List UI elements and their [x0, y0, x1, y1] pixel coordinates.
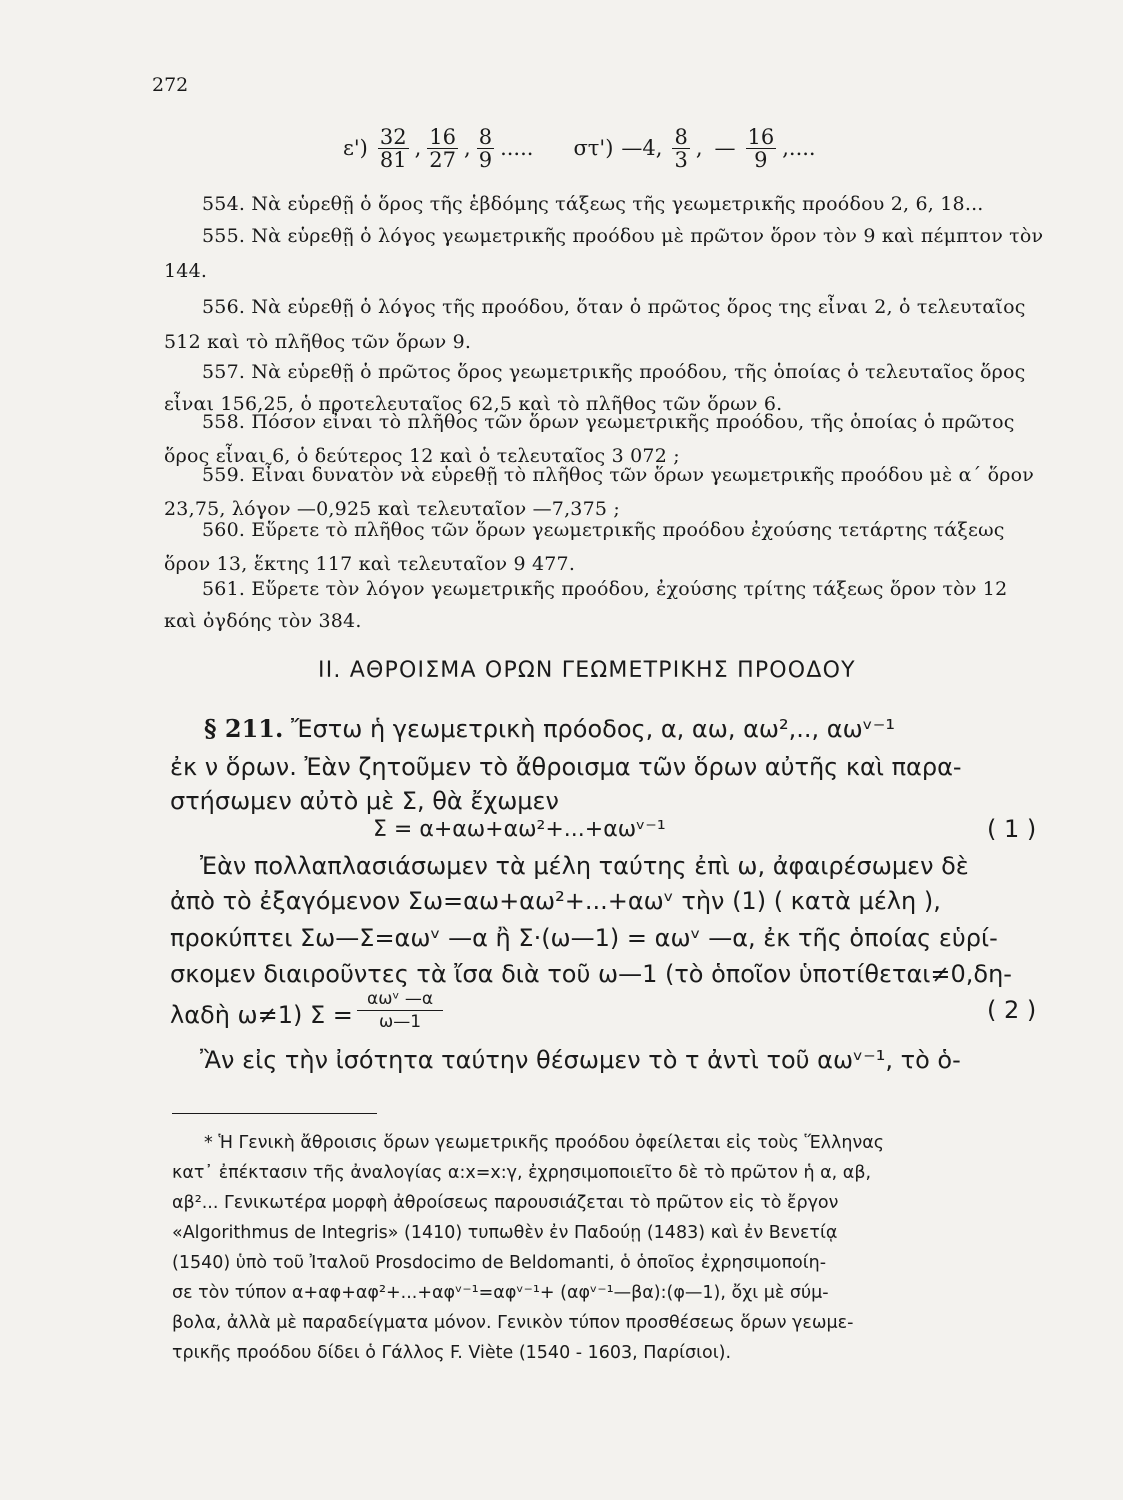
section-line-4: Ἐὰν πολλαπλασιάσωμεν τὰ μέλη ταύτης ἐπὶ ω, ἀφαιρέσωμεν δὲ — [200, 852, 969, 880]
exercise-560: 560. Εὕρετε τὸ πλῆθος τῶν ὅρων γεωμετρικῆς προόδου ἐχούσης τετάρτης τάξεως ὅρον 13, ἕκτης 117 καὶ τελευταῖον 9 477. — [164, 519, 1005, 575]
footnote-line: (1540) ὑπὸ τοῦ Ἰταλοῦ Prosdocimo de Beldomanti, ὁ ὁποῖος ἐχρησιμοποίη- — [172, 1253, 827, 1273]
equation-1-number: ( 1 ) — [987, 815, 1037, 843]
footnote-divider — [172, 1113, 377, 1114]
footnote-line: σε τὸν τύπον α+αφ+αφ²+...+αφᵛ⁻¹=αφᵛ⁻¹+ (αφᵛ⁻¹—βα):(φ—1), ὄχι μὲ σύμ- — [172, 1283, 829, 1303]
exercise-554: 554. Νὰ εὑρεθῇ ὁ ὅρος τῆς ἑβδόμης τάξεως τῆς γεωμετρικῆς προόδου 2, 6, 18... — [202, 193, 984, 215]
page-number: 272 — [152, 74, 189, 96]
ellipsis: ..... — [500, 136, 534, 160]
section-heading: ΙΙ. ΑΘΡΟΙΣΜΑ ΟΡΩΝ ΓΕΩΜΕΤΡΙΚΗΣ ΠΡΟΟΔΟΥ — [318, 658, 856, 683]
label-st: στ') — [573, 136, 614, 160]
section-line-9: Ἂν εἰς τὴν ἰσότητα ταύτην θέσωμεν τὸ τ ἀντὶ τοῦ αωᵛ⁻¹, τὸ ὁ- — [200, 1046, 961, 1074]
section-line-8: λαδὴ ω≠1) Σ = — [170, 1001, 353, 1029]
minus: — — [714, 136, 736, 160]
fraction: $\frac{16}{27}$ — [429, 124, 457, 172]
exercise-559: 559. Εἶναι δυνατὸν νὰ εὑρεθῇ τὸ πλῆθος τῶν ὅρων γεωμετρικῆς προόδου μὲ α΄ ὅρον 23,75, λόγον —0,925 καὶ τελευταῖον —7,375 ; — [164, 464, 1034, 520]
section-line-6: προκύπτει Σω—Σ=αωᵛ —α ἢ Σ·(ω—1) = αωᵛ —α, ἐκ τῆς ὁποίας εὑρί- — [170, 924, 998, 952]
exercise-557: 557. Νὰ εὑρεθῇ ὁ πρῶτος ὅρος γεωμετρικῆς προόδου, τῆς ὁποίας ὁ τελευταῖος ὅρος εἶναι 156,25, ὁ προτελευταῖος 62,5 καὶ τὸ πλῆθος τῶν ὅρων 6. — [164, 361, 1026, 415]
fraction: $\frac{16}{9}$ — [747, 124, 775, 172]
section-line-1 — [204, 714, 1048, 744]
footnote-line: αβ²... Γενικωτέρα μορφὴ ἀθροίσεως παρουσιάζεται τὸ πρῶτον εἰς τὸ ἔργον — [172, 1193, 839, 1213]
equation-2-number: ( 2 ) — [987, 996, 1037, 1024]
section-line-5: ἀπὸ τὸ ἐξαγόμενον Σω=αω+αω²+...+αωᵛ τὴν (1) ( κατὰ μέλη ), — [170, 887, 941, 915]
section-line-7: σκομεν διαιροῦντες τὰ ἴσα διὰ τοῦ ω—1 (τὸ ὁποῖον ὑποτίθεται≠0,δη- — [170, 960, 1012, 988]
footnote-line: τρικῆς προόδου δίδει ὁ Γάλλος F. Viète (1540 - 1603, Παρίσιοι). — [172, 1343, 732, 1363]
footnote-line: «Algorithmus de Integris» (1410) τυπωθὲν ἐν Παδούῃ (1483) καὶ ἐν Βενετίᾳ — [172, 1223, 838, 1243]
fraction: $\frac{8}{9}$ — [478, 124, 493, 172]
paragraph-mark: § 211. — [204, 714, 284, 743]
exercise-558: 558. Πόσον εἶναι τὸ πλῆθος τῶν ὅρων γεωμετρικῆς προόδου, τῆς ὁποίας ὁ πρῶτος ὅρος εἶναι 6, ὁ δεύτερος 12 καὶ ὁ τελευταῖος 3 072 ; — [164, 411, 1015, 467]
exercise-556: 556. Νὰ εὑρεθῇ ὁ λόγος τῆς προόδου, ὅταν ὁ πρῶτος ὅρος της εἶναι 2, ὁ τελευταῖος 512 καὶ τὸ πλῆθος τῶν ὅρων 9. — [164, 296, 1026, 353]
footnote-line: * Ἡ Γενικὴ ἄθροισις ὅρων γεωμετρικῆς προόδου ὀφείλεται εἰς τοὺς Ἕλληνας — [204, 1133, 885, 1153]
section-text: Ἔστω ἡ γεωμετρικὴ πρόοδος, α, αω, αω²,.., αωᵛ⁻¹ — [291, 715, 896, 743]
fraction-formula-2 — [357, 988, 443, 1033]
exercise-555: 555. Νὰ εὑρεθῇ ὁ λόγος γεωμετρικῆς προόδου μὲ πρῶτον ὅρον τὸν 9 καὶ πέμπτον τὸν 144. — [164, 225, 1044, 282]
section-line-3: στήσωμεν αὐτὸ μὲ Σ, θὰ ἔχωμεν — [170, 787, 559, 815]
fraction: $\frac{32}{81}$ — [379, 124, 407, 172]
term: —4, — [621, 136, 663, 160]
fraction-numerator: αωᵛ —α — [357, 988, 443, 1011]
exercise-561: 561. Εὕρετε τὸν λόγον γεωμετρικῆς προόδου, ἐχούσης τρίτης τάξεως ὅρον τὸν 12 καὶ ὀγδόης τὸν 384. — [164, 578, 1008, 632]
footnote-line: βολα, ἀλλὰ μὲ παραδείγματα μόνον. Γενικὸν τύπον προσθέσεως ὅρων γεωμε- — [172, 1313, 854, 1333]
fraction-sequence-row: ε') $\frac{32}{81}$ , $\frac{16}{27}$ , $\frac{8}{9}$ ..... στ') —4, $\frac{8}{3}$ , — $\frac{16}{9}$ ,.... — [343, 124, 816, 172]
fraction-denominator: ω—1 — [379, 1012, 422, 1032]
ellipsis: ,.... — [782, 136, 816, 160]
equation-1: Σ = α+αω+αω²+...+αωᵛ⁻¹ — [373, 817, 666, 842]
footnote-line: κατ᾽ ἐπέκτασιν τῆς ἀναλογίας α:x=x:γ, ἐχρησιμοποιεῖτο δὲ τὸ πρῶτον ἡ α, αβ, — [172, 1163, 872, 1183]
label-e: ε') — [343, 136, 368, 160]
section-line-2: ἐκ ν ὅρων. Ἐὰν ζητοῦμεν τὸ ἄθροισμα τῶν ὅρων αὐτῆς καὶ παρα- — [170, 753, 962, 781]
fraction: $\frac{8}{3}$ — [674, 124, 688, 172]
